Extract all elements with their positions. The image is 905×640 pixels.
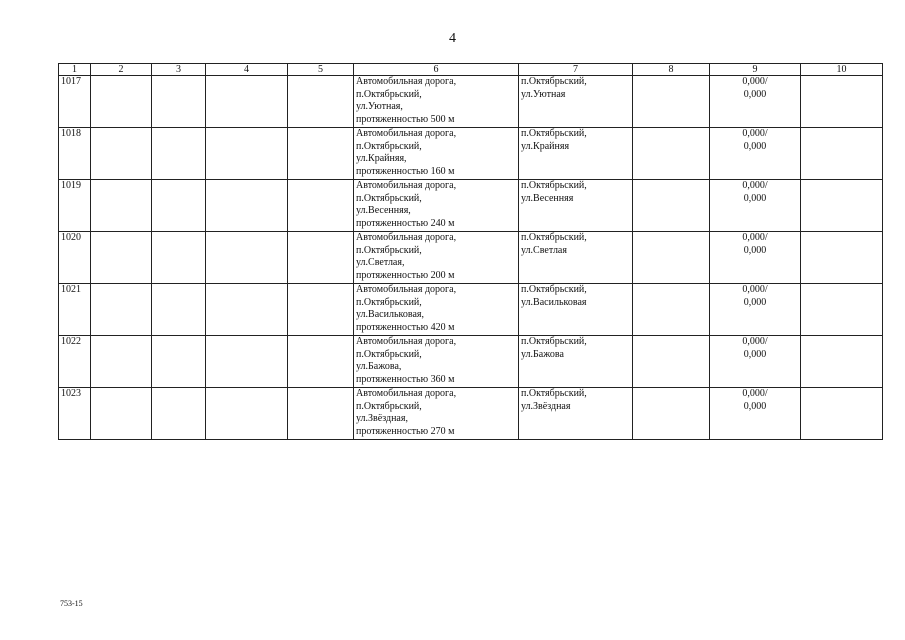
empty-cell [206, 336, 288, 388]
empty-cell [801, 76, 883, 128]
description-line: протяженностью 420 м [356, 321, 455, 333]
description-line: ул.Васильковая, [356, 309, 424, 320]
address-line: ул.Васильковая [521, 296, 587, 308]
row-number-cell: 1018 [59, 128, 91, 180]
column-header: 2 [91, 64, 152, 76]
table-header-row [59, 64, 883, 76]
description-line: п.Октябрьский, [356, 192, 422, 204]
description-line: Автомобильная дорога, [356, 128, 457, 139]
table-row [59, 76, 883, 128]
column-header: 3 [152, 64, 206, 76]
empty-cell [801, 336, 883, 388]
description-line: п.Октябрьский, [356, 88, 422, 100]
description-line: ул.Крайняя, [356, 153, 407, 164]
empty-cell [91, 128, 152, 180]
description-line: Автомобильная дорога, [356, 336, 457, 347]
description-cell [354, 128, 519, 180]
address-cell [519, 284, 633, 336]
value-cell [710, 76, 801, 128]
empty-cell [152, 76, 206, 128]
description-line: Автомобильная дорога, [356, 232, 457, 243]
column-header: 1 [59, 64, 91, 76]
address-line: ул.Звёздная [521, 400, 571, 412]
value-line: 0,000 [743, 400, 767, 412]
empty-cell [91, 232, 152, 284]
address-line: п.Октябрьский, [521, 284, 587, 295]
address-line: п.Октябрьский, [521, 76, 587, 87]
description-line: п.Октябрьский, [356, 244, 422, 256]
description-line: протяженностью 200 м [356, 269, 455, 281]
value-cell [710, 128, 801, 180]
empty-cell [152, 232, 206, 284]
empty-cell [288, 284, 354, 336]
empty-cell [288, 76, 354, 128]
empty-cell [206, 284, 288, 336]
address-line: п.Октябрьский, [521, 180, 587, 191]
row-number-cell: 1019 [59, 180, 91, 232]
address-cell [519, 128, 633, 180]
empty-cell [152, 336, 206, 388]
column-header: 8 [633, 64, 710, 76]
empty-cell [152, 388, 206, 440]
value-line: 0,000 [743, 140, 767, 152]
description-line: ул.Бажова, [356, 361, 402, 372]
value-line: 0,000/ [742, 232, 768, 243]
empty-cell [152, 180, 206, 232]
value-line: 0,000/ [742, 388, 768, 399]
column-header: 9 [710, 64, 801, 76]
column-header: 4 [206, 64, 288, 76]
empty-cell [206, 232, 288, 284]
table-row [59, 388, 883, 440]
description-line: ул.Звёздная, [356, 413, 408, 424]
empty-cell [633, 232, 710, 284]
address-line: п.Октябрьский, [521, 336, 587, 347]
description-cell [354, 76, 519, 128]
description-line: Автомобильная дорога, [356, 76, 457, 87]
description-line: протяженностью 500 м [356, 113, 455, 125]
value-line: 0,000/ [742, 336, 768, 347]
table-row [59, 128, 883, 180]
address-line: ул.Светлая [521, 244, 567, 256]
description-cell [354, 336, 519, 388]
address-cell [519, 76, 633, 128]
description-cell [354, 180, 519, 232]
table-row [59, 180, 883, 232]
empty-cell [801, 284, 883, 336]
address-line: ул.Весенняя [521, 192, 574, 204]
description-line: протяженностью 270 м [356, 425, 455, 437]
column-header: 6 [354, 64, 519, 76]
value-line: 0,000 [743, 88, 767, 100]
empty-cell [633, 76, 710, 128]
empty-cell [152, 284, 206, 336]
row-number-cell: 1017 [59, 76, 91, 128]
value-line: 0,000 [743, 348, 767, 360]
value-line: 0,000/ [742, 76, 768, 87]
value-cell [710, 388, 801, 440]
row-number-cell: 1021 [59, 284, 91, 336]
value-line: 0,000 [743, 192, 767, 204]
registry-table [58, 63, 883, 440]
empty-cell [288, 388, 354, 440]
empty-cell [801, 180, 883, 232]
empty-cell [206, 128, 288, 180]
address-cell [519, 388, 633, 440]
column-header: 7 [519, 64, 633, 76]
description-cell [354, 232, 519, 284]
value-line: 0,000/ [742, 180, 768, 191]
empty-cell [288, 232, 354, 284]
table-row [59, 232, 883, 284]
value-line: 0,000/ [742, 128, 768, 139]
address-line: ул.Крайняя [521, 140, 570, 152]
empty-cell [152, 128, 206, 180]
description-line: ул.Светлая, [356, 257, 405, 268]
empty-cell [633, 180, 710, 232]
value-cell [710, 180, 801, 232]
address-line: ул.Уютная [521, 88, 566, 100]
table-row [59, 284, 883, 336]
page-number: 4 [449, 31, 456, 46]
empty-cell [91, 388, 152, 440]
row-number-cell: 1023 [59, 388, 91, 440]
description-line: п.Октябрьский, [356, 348, 422, 360]
value-cell [710, 336, 801, 388]
empty-cell [206, 180, 288, 232]
empty-cell [91, 336, 152, 388]
value-cell [710, 284, 801, 336]
empty-cell [633, 388, 710, 440]
address-line: п.Октябрьский, [521, 388, 587, 399]
address-line: п.Октябрьский, [521, 128, 587, 139]
description-line: ул.Весенняя, [356, 205, 411, 216]
empty-cell [91, 180, 152, 232]
value-line: 0,000 [743, 296, 767, 308]
table-row [59, 336, 883, 388]
document-code: 753-15 [60, 599, 83, 608]
empty-cell [206, 388, 288, 440]
description-line: протяженностью 360 м [356, 373, 455, 385]
address-cell [519, 232, 633, 284]
address-cell [519, 336, 633, 388]
empty-cell [288, 128, 354, 180]
description-line: ул.Уютная, [356, 101, 403, 112]
description-line: Автомобильная дорога, [356, 388, 457, 399]
empty-cell [633, 336, 710, 388]
column-header: 10 [801, 64, 883, 76]
address-cell [519, 180, 633, 232]
description-cell [354, 284, 519, 336]
address-line: п.Октябрьский, [521, 232, 587, 243]
description-line: протяженностью 160 м [356, 165, 455, 177]
description-line: п.Октябрьский, [356, 140, 422, 152]
empty-cell [91, 284, 152, 336]
description-line: п.Октябрьский, [356, 296, 422, 308]
address-line: ул.Бажова [521, 348, 564, 360]
column-header: 5 [288, 64, 354, 76]
value-line: 0,000 [743, 244, 767, 256]
description-line: Автомобильная дорога, [356, 284, 457, 295]
description-line: п.Октябрьский, [356, 400, 422, 412]
description-line: Автомобильная дорога, [356, 180, 457, 191]
row-number-cell: 1020 [59, 232, 91, 284]
empty-cell [801, 232, 883, 284]
description-cell [354, 388, 519, 440]
empty-cell [288, 180, 354, 232]
description-line: протяженностью 240 м [356, 217, 455, 229]
empty-cell [288, 336, 354, 388]
row-number-cell: 1022 [59, 336, 91, 388]
empty-cell [633, 128, 710, 180]
empty-cell [91, 76, 152, 128]
empty-cell [801, 388, 883, 440]
empty-cell [206, 76, 288, 128]
empty-cell [801, 128, 883, 180]
value-cell [710, 232, 801, 284]
empty-cell [633, 284, 710, 336]
value-line: 0,000/ [742, 284, 768, 295]
